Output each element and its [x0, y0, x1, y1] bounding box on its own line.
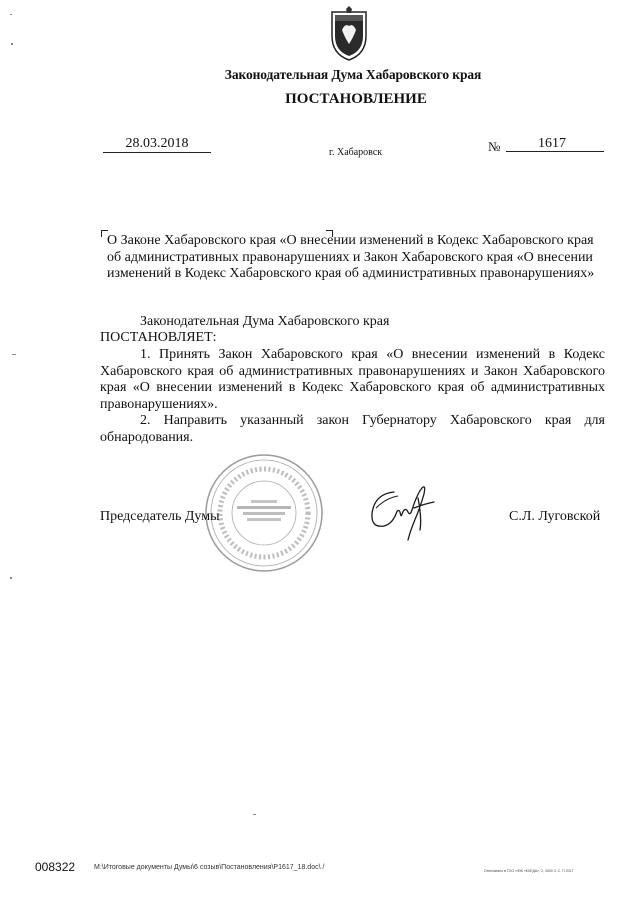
organization-name: Законодательная Дума Хабаровского края — [224, 67, 482, 82]
footer-registration-number: 008322 — [35, 860, 76, 874]
scan-mark — [10, 14, 12, 15]
document-type: ПОСТАНОВЛЕНИЕ — [285, 91, 427, 107]
signatory-position: Председатель Думы — [100, 509, 220, 524]
footer-file-path: M:\Итоговые документы Думы\6 созыв\Постановления\P1617_18.doc\ / — [94, 864, 325, 871]
signatory-name: С.Л. Луговской — [509, 509, 601, 524]
resolution-item-1: 1. Принять Закон Хабаровского края «О внесении изменений в Кодекс Хабаровского края об административных правонарушениях и Закон Хабаровского края «О внесении изменений в Кодекс Хабаровского края об административных правонарушениях». — [100, 347, 605, 412]
subject-line: об административных правонарушениях и Закон Хабаровского края «О внесении — [107, 249, 593, 265]
subject-line: О Законе Хабаровского края «О внесении изменений в Кодекс Хабаровского края — [107, 233, 594, 248]
subject-line: изменений в Кодекс Хабаровского края об административных правонарушениях» — [107, 266, 595, 281]
intro-text: Законодательная Дума Хабаровского края — [140, 314, 390, 329]
footer-print-note: Отпечатано в ГОО «ФЖ «КХЕДА», 2, 3000 3, С. П 2017 — [484, 869, 574, 873]
number-label: № — [488, 139, 501, 154]
document-city: г. Хабаровск — [329, 147, 383, 158]
resolution-item-2: 2. Направить указанный закон Губернатору Хабаровского края для обнародования. — [100, 413, 605, 445]
coat-of-arms-emblem — [329, 6, 369, 62]
scan-mark — [12, 354, 16, 355]
document-number: 1617 — [506, 136, 604, 152]
handwritten-signature — [362, 478, 442, 544]
scan-mark — [11, 43, 13, 45]
official-seal — [203, 452, 325, 574]
resolves-heading: ПОСТАНОВЛЯЕТ: — [100, 330, 217, 345]
scan-mark — [10, 577, 12, 579]
document-date: 28.03.2018 — [103, 136, 211, 153]
scan-mark — [253, 814, 256, 815]
document-subject — [107, 233, 605, 283]
